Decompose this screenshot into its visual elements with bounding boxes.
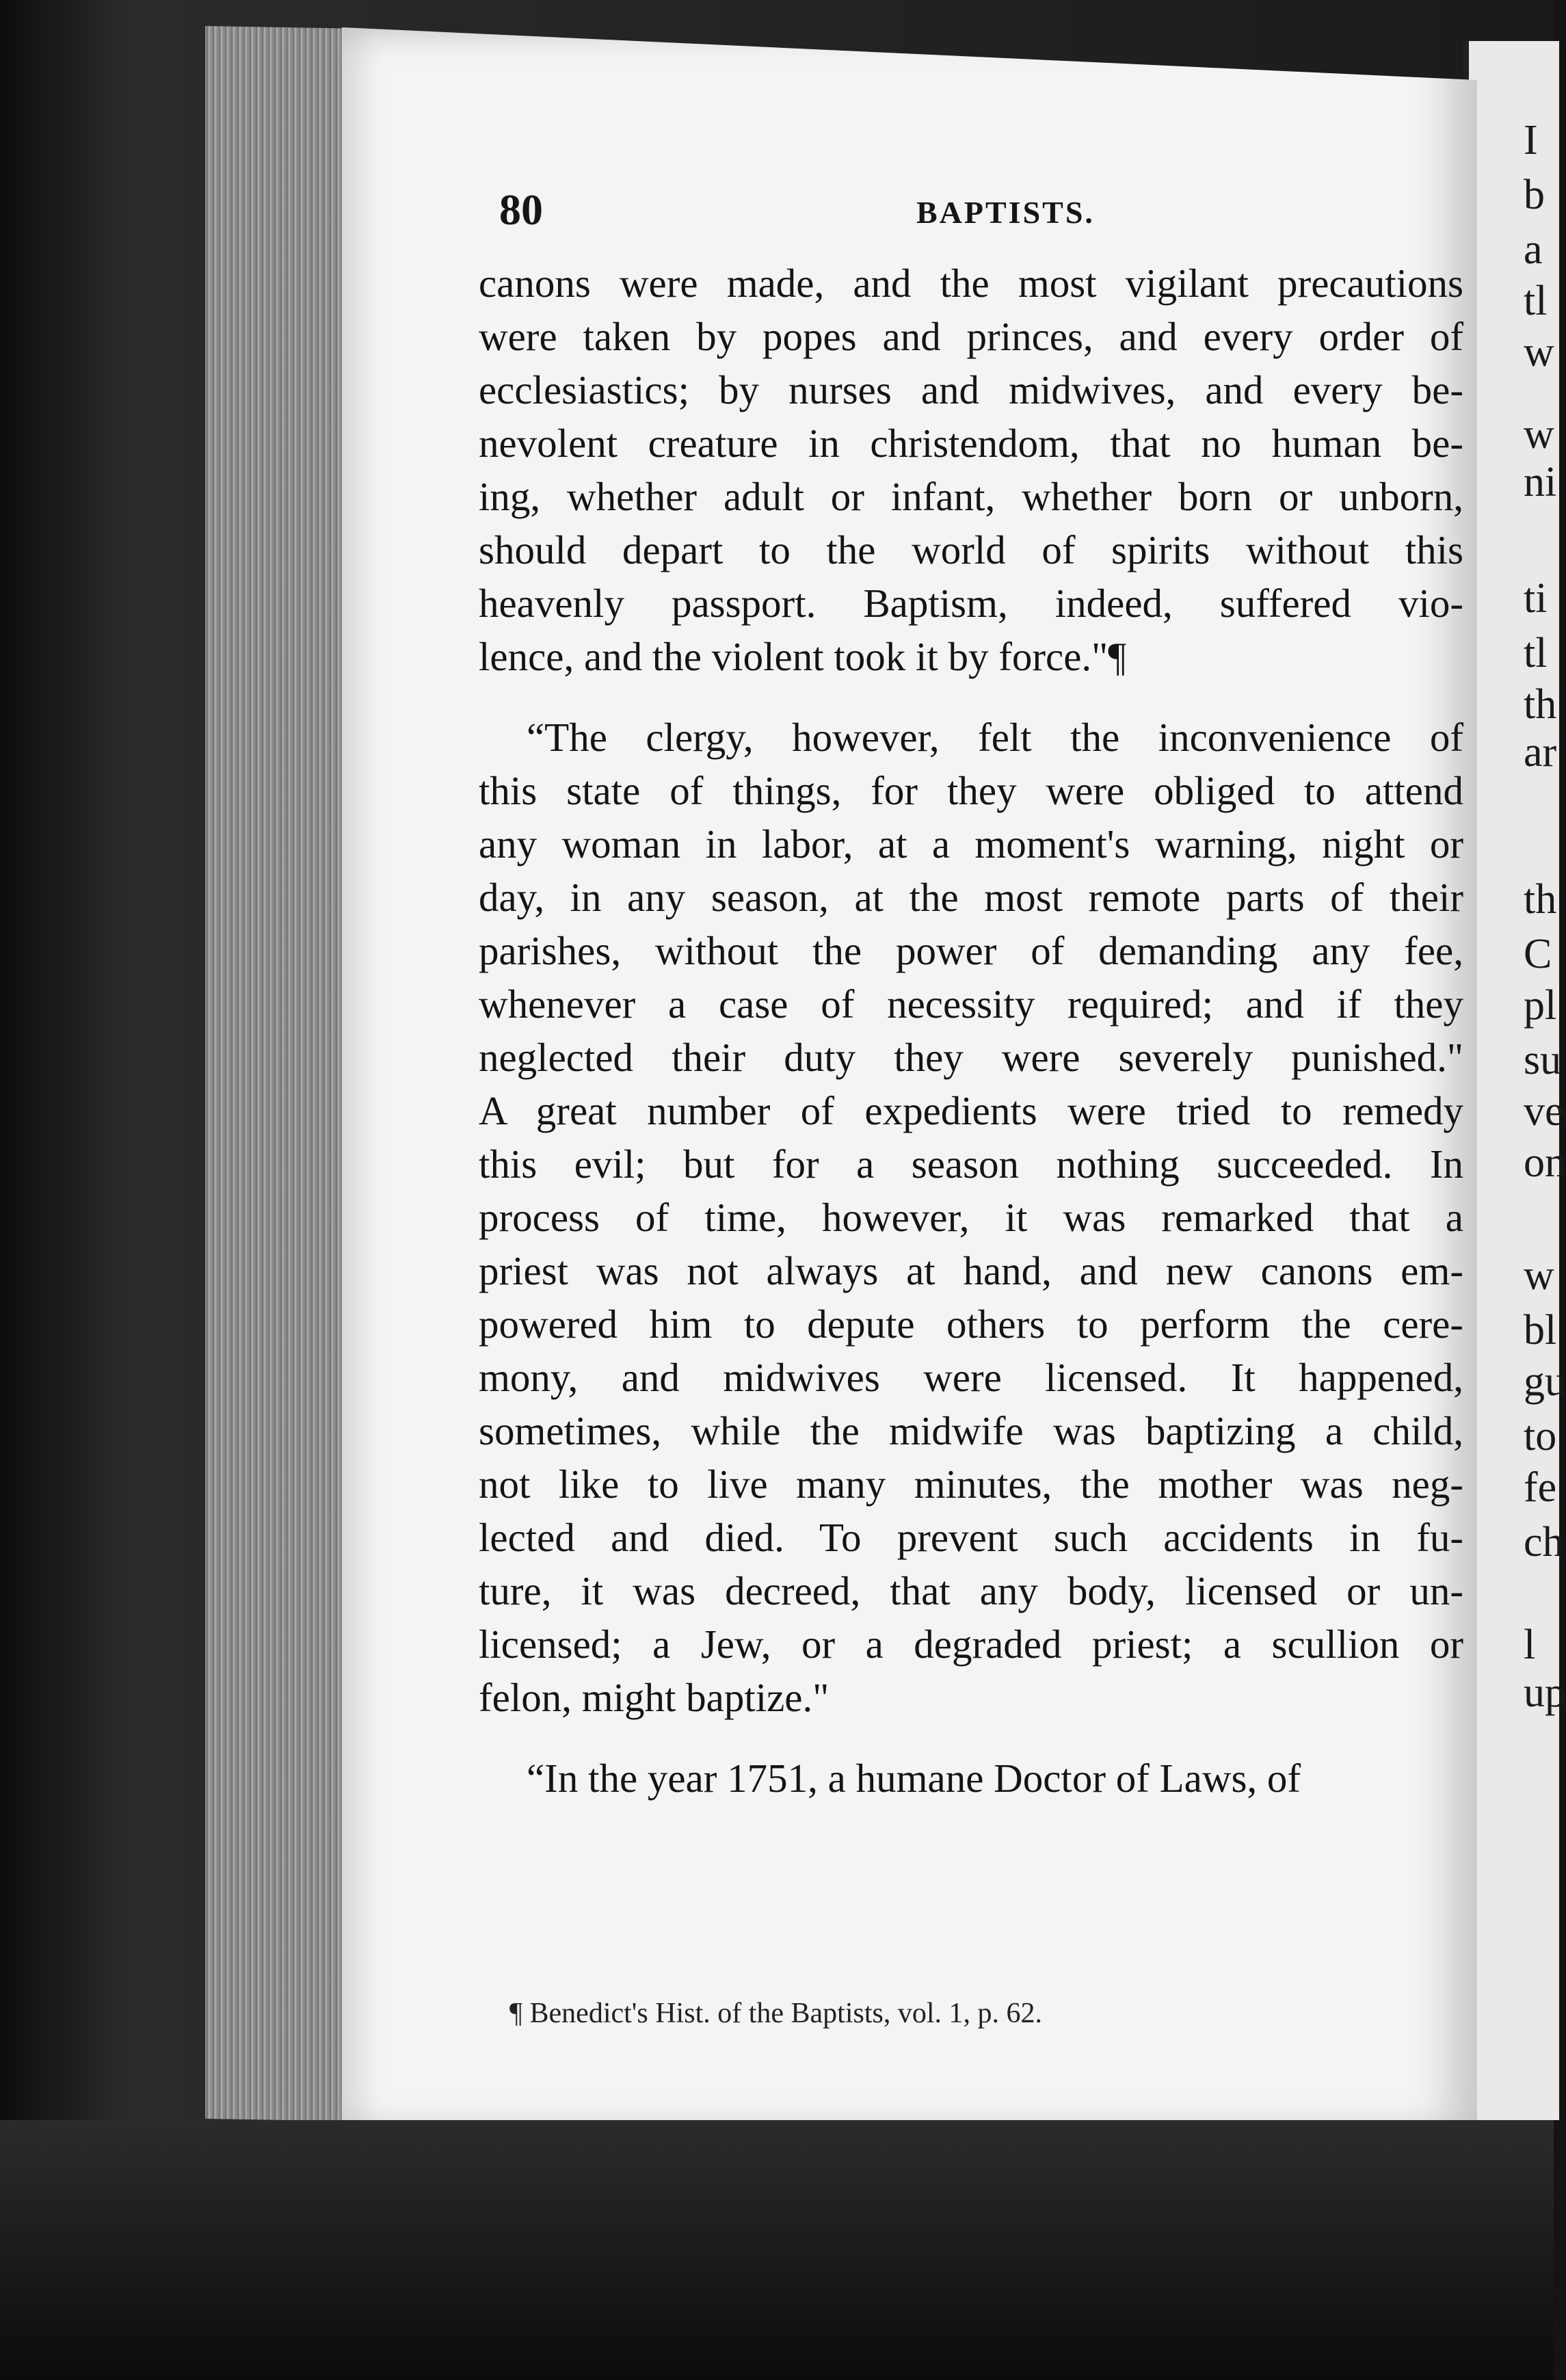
facing-page-fragment: I xyxy=(1524,117,1538,163)
text-line: lence, and the violent took it by force."¶ xyxy=(479,634,1126,679)
facing-page-fragment: C xyxy=(1524,931,1552,977)
book-page-edges xyxy=(205,26,362,2121)
facing-page-fragment: ch xyxy=(1524,1519,1564,1565)
text-line: priest was not always at hand, and new canons em- xyxy=(479,1248,1463,1293)
facing-page-fragment: w xyxy=(1524,329,1554,375)
facing-page-edge xyxy=(1463,41,1566,2120)
text-line: powered him to depute others to perform the cere- xyxy=(479,1301,1463,1347)
facing-page-fragment: up xyxy=(1524,1669,1566,1716)
text-line: this evil; but for a season nothing succeeded. In xyxy=(479,1141,1463,1187)
facing-page-fragment: l xyxy=(1524,1622,1536,1668)
text-line: “In the year 1751, a humane Doctor of Laws, of xyxy=(527,1756,1301,1801)
facing-page-fragment: ti xyxy=(1524,575,1548,622)
text-line: were taken by popes and princes, and every order of xyxy=(479,314,1463,359)
text-line: not like to live many minutes, the mother was neg- xyxy=(479,1462,1463,1507)
text-line: neglected their duty they were severely punished." xyxy=(479,1035,1463,1080)
text-line: whenever a case of necessity required; and if they xyxy=(479,981,1463,1027)
text-line: lected and died. To prevent such accidents in fu- xyxy=(479,1515,1463,1560)
body-text xyxy=(479,256,1463,1805)
facing-page-fragment: ve xyxy=(1524,1088,1564,1135)
text-line: day, in any season, at the most remote parts of their xyxy=(479,875,1463,920)
text-line: ecclesiastics; by nurses and midwives, and every be- xyxy=(479,367,1463,412)
text-line: should depart to the world of spirits without this xyxy=(479,527,1463,572)
paragraph xyxy=(479,256,1463,683)
facing-page-fragment: to xyxy=(1524,1413,1557,1459)
facing-page-fragment: b xyxy=(1524,172,1545,218)
facing-page-fragment: su xyxy=(1524,1037,1562,1083)
text-line: nevolent creature in christendom, that no human be- xyxy=(479,421,1463,466)
facing-page-fragment: ni xyxy=(1524,459,1557,505)
text-line: any woman in labor, at a moment's warning, night or xyxy=(479,821,1463,867)
facing-page-fragment: bl xyxy=(1524,1307,1557,1353)
paragraph xyxy=(479,711,1463,1724)
running-head xyxy=(499,185,1457,239)
scan-bottom-shadow xyxy=(0,2120,1554,2380)
facing-page-fragment: gu xyxy=(1524,1358,1566,1405)
text-line: canons were made, and the most vigilant precautions xyxy=(479,261,1463,306)
running-head-title: BAPTISTS. xyxy=(916,195,1095,230)
facing-page-fragment: a xyxy=(1524,226,1543,273)
text-line: mony, and midwives were licensed. It happened, xyxy=(479,1355,1463,1400)
text-line: ture, it was decreed, that any body, licensed or un- xyxy=(479,1568,1463,1613)
facing-page-fragment: w xyxy=(1524,1252,1554,1299)
facing-page-fragment: on xyxy=(1524,1139,1566,1186)
text-line: heavenly passport. Baptism, indeed, suffered vio- xyxy=(479,581,1463,626)
text-line: process of time, however, it was remarked that a xyxy=(479,1195,1463,1240)
facing-page-fragment: ar xyxy=(1524,729,1557,776)
text-line: sometimes, while the midwife was baptizing a child, xyxy=(479,1408,1463,1453)
facing-page-fragment: pl xyxy=(1524,982,1557,1029)
text-line: felon, might baptize." xyxy=(479,1675,830,1720)
text-line: “The clergy, however, felt the inconvenience of xyxy=(527,715,1463,760)
facing-page-fragment: th xyxy=(1524,876,1557,923)
facing-page-fragment: tl xyxy=(1524,630,1548,676)
text-line: ing, whether adult or infant, whether born or unborn, xyxy=(479,474,1463,519)
facing-page-fragment: fe xyxy=(1524,1464,1557,1511)
text-line: this state of things, for they were obliged to attend xyxy=(479,768,1463,813)
facing-page-fragment: w xyxy=(1524,411,1554,458)
page-number: 80 xyxy=(499,185,543,234)
text-line: parishes, without the power of demanding any fee, xyxy=(479,928,1463,973)
text-line: licensed; a Jew, or a degraded priest; a scullion or xyxy=(479,1622,1463,1667)
footnote: ¶ Benedict's Hist. of the Baptists, vol. 1, p. 62. xyxy=(509,1998,1043,2029)
paragraph xyxy=(479,1751,1463,1805)
facing-page-fragment: th xyxy=(1524,681,1557,728)
facing-page-fragment: tl xyxy=(1524,278,1548,324)
text-line: A great number of expedients were tried to remedy xyxy=(479,1088,1463,1133)
